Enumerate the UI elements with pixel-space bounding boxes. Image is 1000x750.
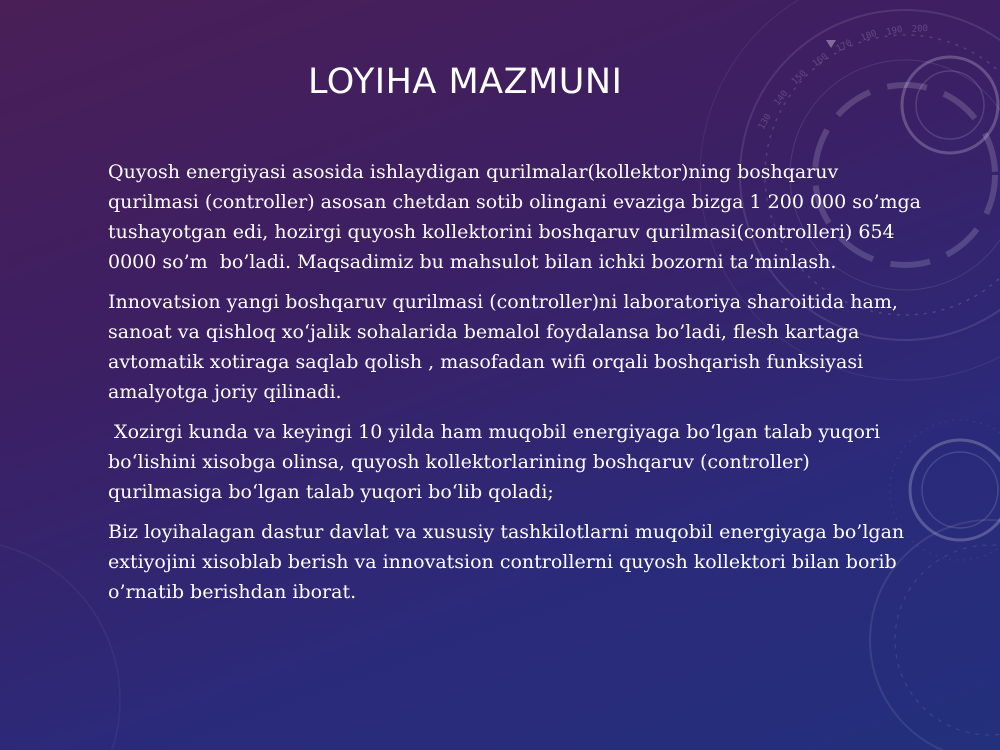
dial-number: 180 (859, 28, 879, 44)
paragraph-cost: Quyosh energiyasi asosida ishlaydigan qurilmalar(kollektor)ning boshqaruv qurilmasi (controller) asosan chetdan sotib olingani evaziga bizga 1 200 000 so’mga tushayotgan edi, hozirgi quyosh kollektorini boshqaruv qurilmasi(controlleri) 654 0000 so’m bo’ladi. Maqsadimiz bu mahsulot bilan ichki bozorni ta’minlash. (108, 161, 928, 273)
dial-number: 140 (772, 88, 791, 108)
paragraph-demand: Xozirgi kunda va keyingi 10 yilda ham muqobil energiyaga bo‘lgan talab yuqori bo‘lishini xisobga olinsa, quyosh kollektorlarining boshqaruv (controller) qurilmasiga bo‘lgan talab yuqori bo‘lib qoladi; (108, 421, 887, 503)
paragraph-project-goal: Biz loyihalagan dastur davlat va xususiy tashkilotlarni muqobil energiyaga bo’lgan extiyojini xisoblab berish va innovatsion controllerni quyosh kollektori bilan borib o’rnatib berishdan iborat. (108, 521, 911, 603)
dial-number: 130 (756, 112, 774, 132)
dial-number: 160 (810, 51, 830, 70)
paragraph-innovation: Innovatsion yangi boshqaruv qurilmasi (controller)ni laboratoriya sharoitida ham, sanoat va qishloq xo‘jalik sohalarida bemalol foydalansa bo’ladi, flesh kartaga avtomatik xotiraga saqlab qolish , masofadan wifi orqali boshqarish funksiyasi amalyotga joriy qilinadi. (108, 291, 904, 403)
dial-number: 190 (885, 24, 904, 38)
dial-number: 200 (911, 23, 929, 35)
dial-number: 150 (790, 68, 809, 88)
slide-body (108, 157, 928, 617)
dial-number: 170 (834, 38, 854, 55)
slide-title: LOYIHA MAZMUNI (308, 62, 623, 102)
